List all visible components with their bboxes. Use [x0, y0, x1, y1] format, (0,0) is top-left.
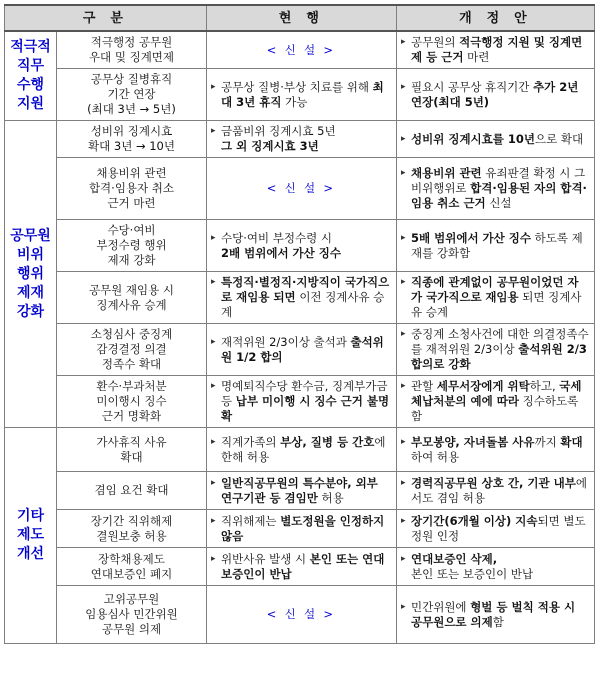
item-label: (최대 3년 → 5년) [87, 102, 176, 116]
body-text: 관할 [411, 379, 437, 393]
category-cell [5, 121, 57, 428]
body-text: 명예퇴직수당 환수금, 징계부가금 등 [221, 379, 388, 408]
revised-cell [397, 586, 595, 644]
revised-cell [397, 472, 595, 510]
current-cell [207, 69, 397, 121]
category-label: 지원 [16, 96, 45, 112]
revised-cell [397, 158, 595, 220]
table-row [5, 69, 595, 121]
item-label: 공무원 재임용 시 [88, 282, 175, 297]
table-row [5, 220, 595, 272]
item-cell [57, 272, 207, 324]
item-cell [57, 376, 207, 428]
category-label: 적극적 [10, 39, 51, 55]
category-label: 행위 [16, 265, 45, 282]
current-cell [207, 31, 397, 69]
emphasis-text: 채용비위 관련 [411, 166, 482, 180]
category-label: 수행 [16, 77, 45, 93]
revised-text [401, 435, 589, 465]
current-cell [207, 272, 397, 324]
current-cell [207, 586, 397, 644]
body-text: 함 [492, 614, 504, 629]
revised-text [401, 327, 589, 372]
body-text: 허용 [317, 490, 344, 505]
body-text: 이전 징계사유 승계 [221, 290, 385, 319]
item-cell [57, 121, 207, 158]
current-text [211, 514, 391, 544]
emphasis-text: 납부 미이행 시 징수 근거 불명확 [221, 394, 390, 423]
table-row [5, 376, 595, 428]
body-text: 하도록 제재를 강화함 [411, 230, 583, 260]
current-cell [207, 548, 397, 586]
item-label: 우대 및 징계면제 [88, 50, 175, 64]
revised-text [401, 80, 589, 110]
current-cell [207, 324, 397, 376]
current-text [211, 379, 391, 424]
item-label: 결원보충 허용 [96, 528, 167, 543]
reform-comparison-table [4, 4, 595, 644]
emphasis-text: 그 외 징계시효 3년 [221, 139, 319, 153]
body-text: 본인 또는 보증인이 반납 [411, 566, 534, 581]
item-label: 공무원 의제 [101, 622, 162, 636]
item-label: 장기간 직위해제 [90, 513, 173, 528]
current-text [211, 231, 391, 261]
body-text: 금품비위 징계시효 5년 [221, 124, 336, 138]
item-label: 가사휴직 사유 [96, 434, 167, 449]
item-cell [57, 324, 207, 376]
category-label: 비위 [16, 246, 45, 263]
item-label: 근거 명확화 [101, 409, 162, 423]
table-row [5, 510, 595, 548]
emphasis-text: 추가 2년 연장(최대 5년) [411, 79, 579, 109]
table-row [5, 428, 595, 472]
revised-text [401, 231, 589, 261]
current-text [211, 124, 391, 154]
body-text: 에 한해 허용 [221, 434, 386, 464]
item-label: 합격·임용자 취소 [88, 181, 175, 195]
revised-text [401, 552, 589, 582]
current-text [211, 80, 391, 110]
item-cell [57, 31, 207, 69]
item-label: 부정수령 행위 [96, 238, 167, 252]
emphasis-text: 장기간(6개월 이상) 지속 [411, 513, 538, 528]
emphasis-text: 확대 [560, 434, 583, 449]
item-label: 채용비위 관련 [96, 166, 167, 180]
body-text: 유죄판결 확정 시 그 비위행위로 [411, 166, 586, 195]
category-label: 직무 [16, 58, 45, 74]
revised-cell [397, 324, 595, 376]
item-label: 수당·여비 [107, 223, 156, 237]
current-cell [207, 472, 397, 510]
emphasis-text: 출석위원 1/2 합의 [221, 334, 384, 364]
table-row [5, 548, 595, 586]
item-label: 겸임 요건 확대 [94, 483, 169, 497]
item-cell [57, 428, 207, 472]
revised-cell [397, 220, 595, 272]
category-cell [5, 428, 57, 644]
emphasis-text: 재임용 [485, 290, 519, 304]
body-text: 공무원의 [411, 35, 460, 49]
revised-cell [397, 548, 595, 586]
body-text: 재적위원 2/3이상 출석과 [221, 334, 351, 349]
emphasis-text: 경력직공무원 상호 간, 기관 내부 [411, 475, 576, 490]
item-label: 징계사유 승계 [96, 297, 167, 312]
item-label: 환수·부과처분 [96, 379, 167, 393]
body-text: 되면 징계사유 승계 [411, 290, 582, 319]
table-body [5, 31, 595, 644]
emphasis-text: 5배 범위에서 가산 징수 [411, 230, 531, 245]
emphasis-text: 적극행정 지원 및 징계면제 등 근거 [411, 35, 583, 64]
body-text: 직계가족의 [221, 434, 281, 449]
emphasis-text: 직종에 관계없이 공무원이었던 자가 국가직으로 [411, 275, 579, 304]
category-cell [5, 31, 57, 121]
body-text: 까지 [534, 434, 561, 449]
item-cell [57, 69, 207, 121]
item-label: 확대 [120, 449, 143, 464]
item-label: 정족수 확대 [101, 357, 162, 371]
header-revised: 개 정 안 [397, 5, 595, 31]
category-label: 제재 [16, 284, 45, 301]
emphasis-text: 부모봉양, 자녀돌봄 사유 [411, 434, 535, 449]
body-text: 신설 [485, 196, 512, 210]
category-label: 공무원 [10, 227, 51, 244]
item-cell [57, 548, 207, 586]
current-cell [207, 220, 397, 272]
current-cell [207, 121, 397, 158]
current-cell [207, 376, 397, 428]
item-label: 확대 3년 → 10년 [88, 139, 175, 153]
category-label: 기타 [16, 508, 45, 524]
body-text: 중징계 소청사건에 대한 의결정족수를 재적위원 2/3이상 [411, 327, 589, 356]
current-cell [207, 428, 397, 472]
item-cell [57, 510, 207, 548]
body-text: 필요시 공무상 휴직기간 [411, 79, 534, 94]
body-text: 되면 별도정원 인정 [411, 513, 586, 543]
current-text [211, 435, 391, 465]
revised-text [401, 600, 589, 630]
body-text: 하여 허용 [411, 449, 460, 464]
current-text [211, 476, 391, 506]
revised-cell [397, 376, 595, 428]
emphasis-text: 연대보증인 삭제, [411, 551, 498, 566]
revised-cell [397, 510, 595, 548]
emphasis-text: 본인 또는 연대보증인이 반납 [221, 551, 385, 581]
item-label: 공무상 질병휴직 [90, 72, 173, 86]
new-provision-label: < 신 설 > [266, 181, 336, 195]
table-row [5, 158, 595, 220]
body-text: 가능 [281, 94, 308, 109]
item-label: 임용심사 민간위원 [85, 607, 178, 621]
emphasis-text: 세무서장에게 위탁 [436, 379, 530, 393]
current-cell [207, 158, 397, 220]
header-category: 구 분 [5, 5, 207, 31]
revised-cell [397, 31, 595, 69]
body-text: 마련 [463, 50, 490, 64]
emphasis-text: 합격·임용된 자의 합격·임용 취소 근거 [411, 181, 587, 210]
table-row [5, 324, 595, 376]
revised-cell [397, 272, 595, 324]
body-text: 으로 확대 [535, 131, 584, 146]
emphasis-text: 국세 체납처분의 예에 따라 [411, 379, 582, 408]
table-header-row [5, 5, 595, 31]
revised-cell [397, 69, 595, 121]
category-label: 제도 [16, 527, 45, 543]
current-text [211, 275, 391, 320]
item-label: 고위공무원 [103, 592, 160, 606]
item-label: 적극행정 공무원 [90, 35, 173, 49]
body-text: 위반사유 발생 시 [221, 551, 310, 566]
body-text: 에서도 겸임 허용 [411, 475, 587, 505]
item-cell [57, 586, 207, 644]
revised-text [401, 379, 589, 424]
table-row [5, 586, 595, 644]
item-label: 소청심사 중징계 [90, 327, 173, 341]
current-text [211, 335, 391, 365]
item-cell [57, 158, 207, 220]
body-text: 하고, [529, 379, 560, 393]
emphasis-text: 일반직공무원의 특수분야, 외부 연구기관 등 겸임만 [221, 475, 378, 505]
new-provision-label: < 신 설 > [266, 42, 336, 57]
item-cell [57, 220, 207, 272]
body-text: 공무상 질병·부상 치료를 위해 [221, 79, 373, 94]
emphasis-text: 부상, 질병 등 간호 [280, 434, 375, 449]
emphasis-text: 성비위 징계시효를 10년 [411, 131, 535, 146]
table-row [5, 121, 595, 158]
current-cell [207, 510, 397, 548]
revised-text [401, 35, 589, 65]
item-label: 근거 마련 [107, 196, 156, 210]
body-text: 민간위원에 [411, 599, 471, 614]
revised-cell [397, 121, 595, 158]
item-label: 제재 강화 [107, 253, 156, 267]
item-label: 감경결정 의결 [96, 342, 167, 356]
category-label: 개선 [16, 546, 45, 562]
emphasis-text: 형벌 등 벌칙 적용 시 공무원으로 의제 [411, 599, 576, 629]
body-text: 수당·여비 부정수령 시 [221, 230, 332, 245]
emphasis-text: 최대 3년 휴직 [221, 79, 384, 109]
item-label: 미이행시 징수 [96, 394, 167, 408]
item-label: 장학채용제도 [98, 551, 165, 566]
revised-text [401, 514, 589, 544]
body-text: 직위해제는 [221, 513, 281, 528]
body-text: 징수하도록 함 [411, 394, 579, 423]
item-label: 기간 연장 [107, 87, 156, 101]
header-current: 현 행 [207, 5, 397, 31]
item-cell [57, 472, 207, 510]
revised-text [401, 166, 589, 211]
category-label: 강화 [16, 303, 45, 320]
item-label: 연대보증인 폐지 [90, 566, 173, 581]
emphasis-text: 별도정원을 인정하지 않음 [221, 513, 385, 543]
table-row [5, 472, 595, 510]
item-label: 성비위 징계시효 [90, 124, 173, 138]
emphasis-text: 출석위원 2/3 합의로 강화 [411, 342, 587, 371]
revised-text [401, 132, 589, 147]
revised-text [401, 476, 589, 506]
new-provision-label: < 신 설 > [266, 607, 336, 621]
current-text [211, 552, 391, 582]
emphasis-text: 특정직·별정직·지방직이 국가직으로 재임용 되면 [221, 275, 390, 304]
table-row [5, 272, 595, 324]
table-row [5, 31, 595, 69]
emphasis-text: 2배 범위에서 가산 징수 [221, 245, 341, 260]
revised-text [401, 275, 589, 320]
revised-cell [397, 428, 595, 472]
